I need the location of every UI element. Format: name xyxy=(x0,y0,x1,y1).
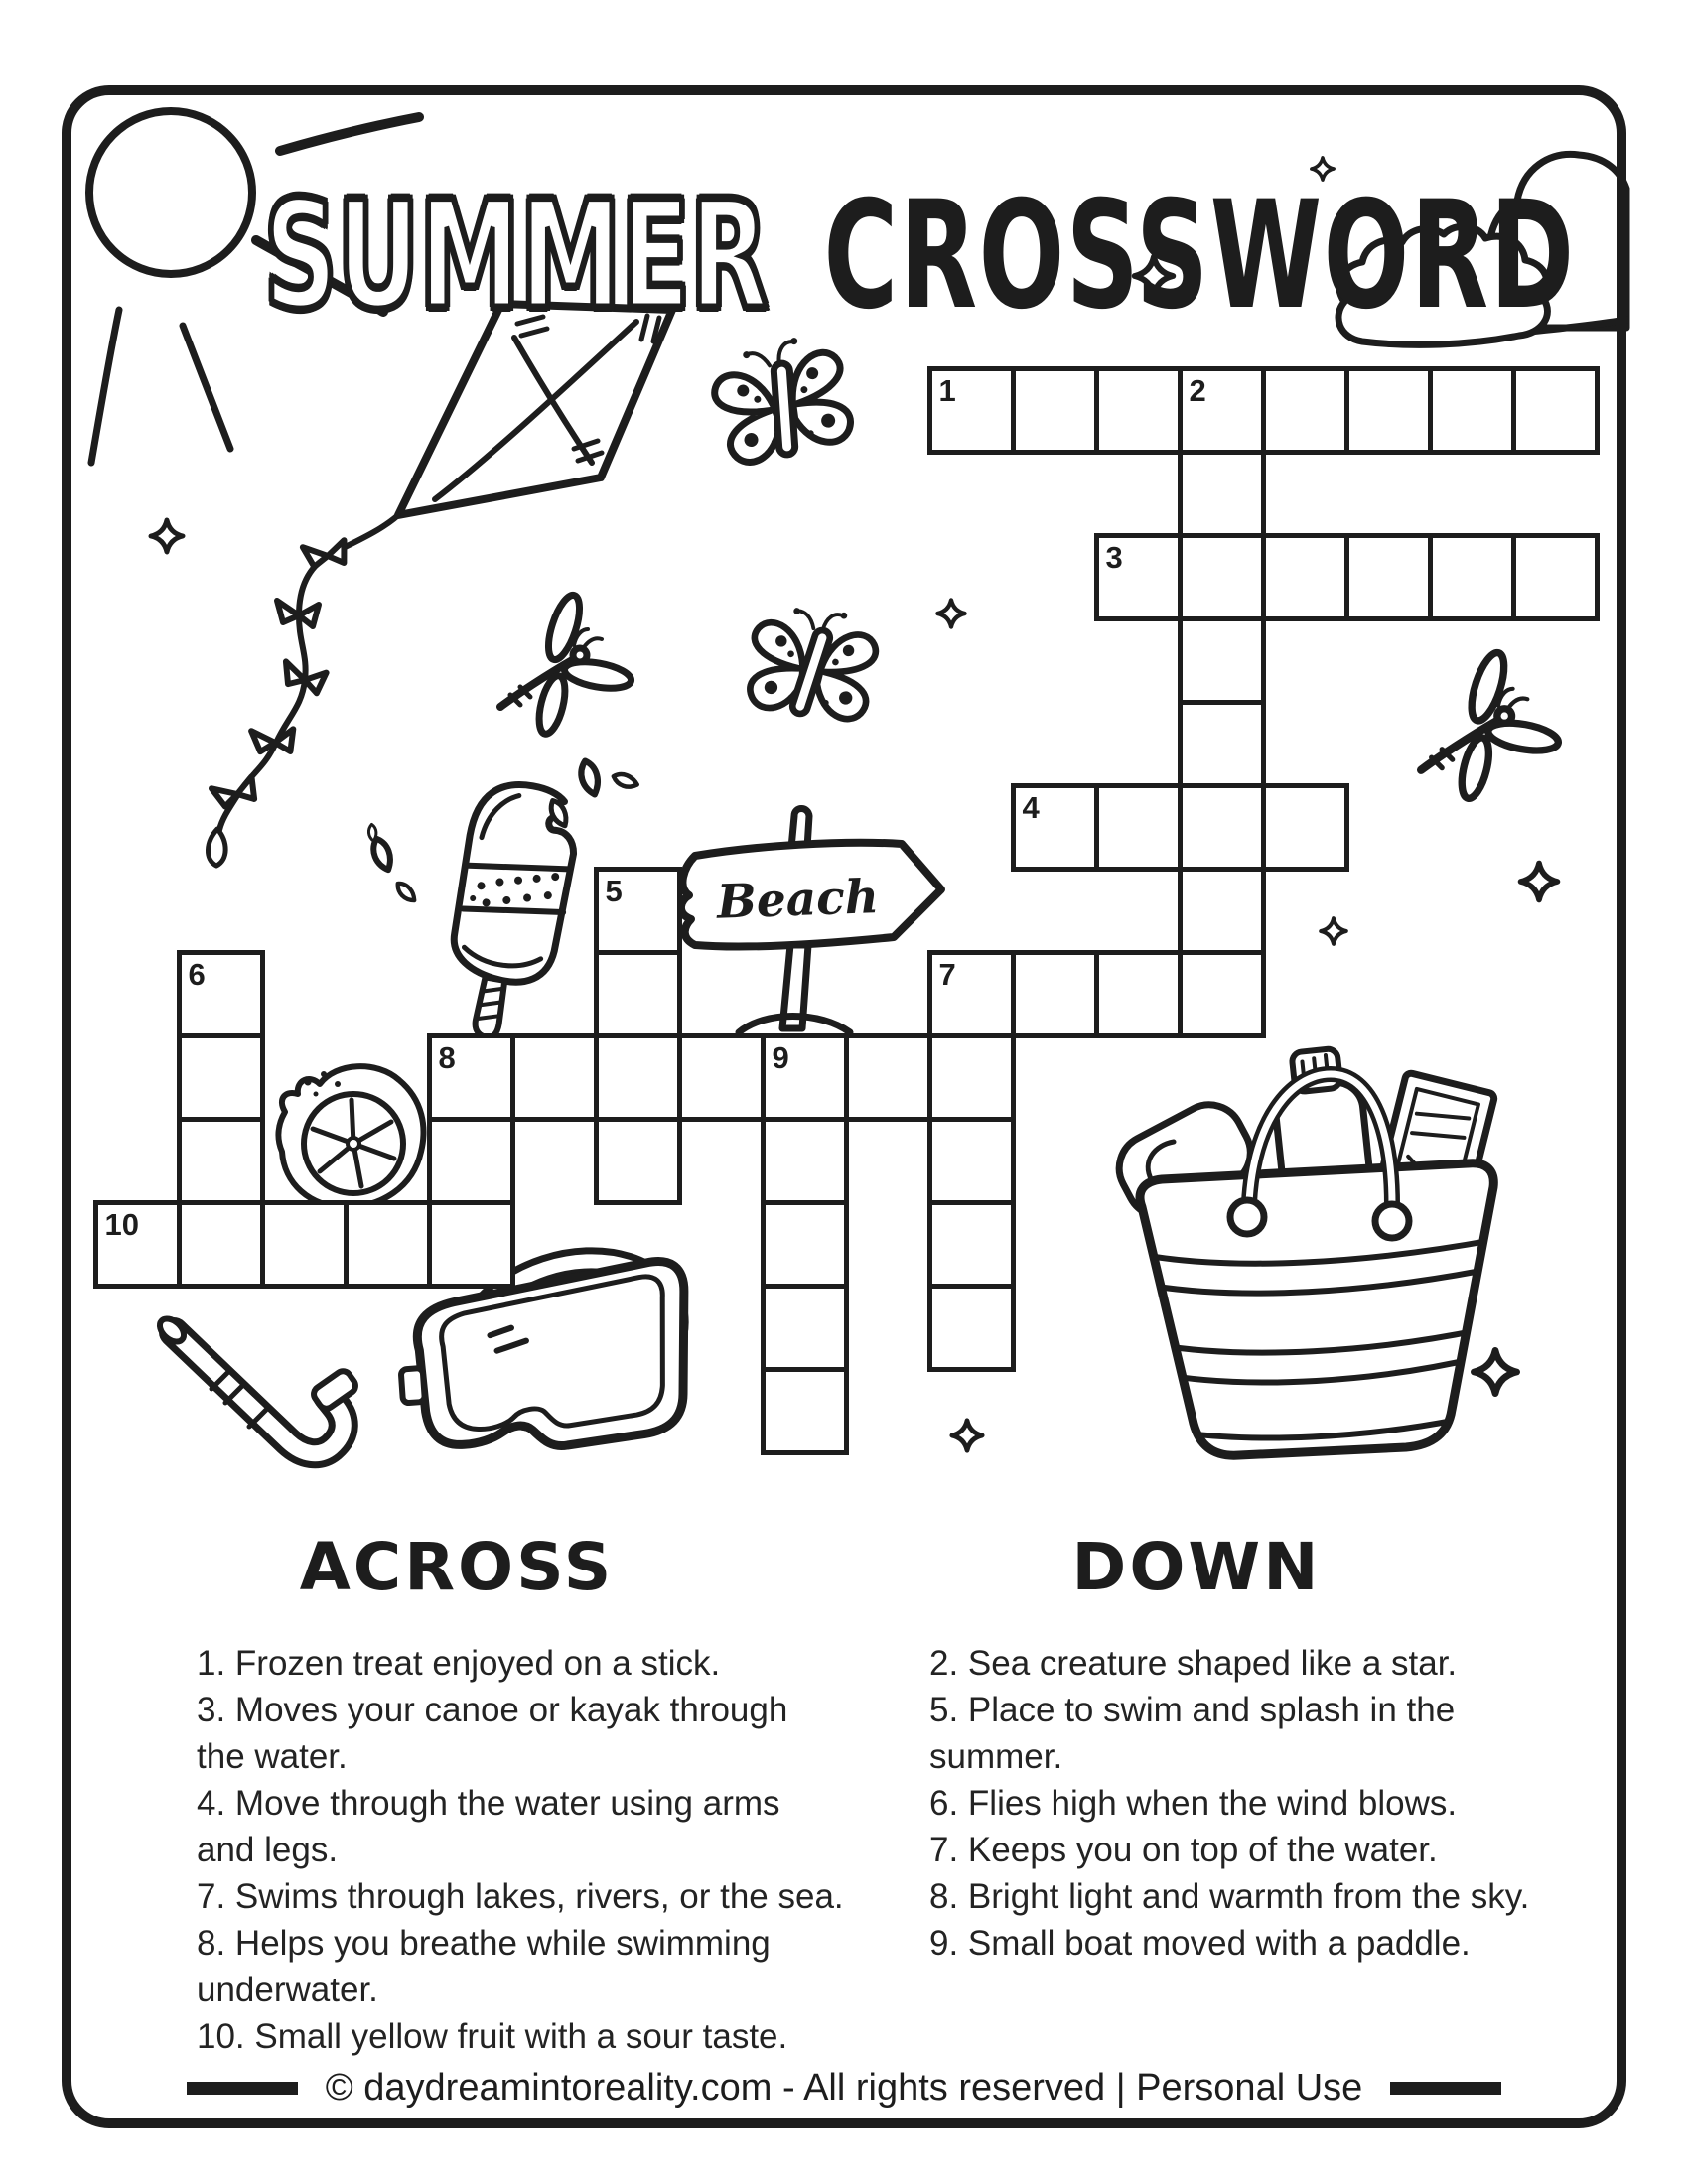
grid-cell[interactable] xyxy=(510,1033,599,1122)
clue-line: summer. xyxy=(929,1737,1063,1776)
clue-line: 3. Moves your canoe or kayak through xyxy=(197,1691,788,1729)
clue-line: 1. Frozen treat enjoyed on a stick. xyxy=(197,1644,721,1683)
grid-cell[interactable] xyxy=(1178,783,1266,872)
clue-line: 8. Bright light and warmth from the sky. xyxy=(929,1877,1530,1916)
footer xyxy=(0,2067,1688,2110)
cell-number: 8 xyxy=(438,1039,456,1075)
grid-cell[interactable] xyxy=(927,1033,1016,1122)
grid-cell[interactable] xyxy=(761,1284,849,1372)
clue-line: and legs. xyxy=(197,1831,339,1869)
grid-cell[interactable] xyxy=(177,1117,265,1205)
grid-cell[interactable] xyxy=(1011,366,1099,455)
grid-cell[interactable] xyxy=(594,1033,682,1122)
clue-item xyxy=(929,1920,1565,1967)
across-heading: ACROSS xyxy=(299,1529,615,1605)
grid-cell[interactable] xyxy=(1178,450,1266,538)
grid-cell[interactable] xyxy=(177,1200,265,1289)
grid-cell[interactable] xyxy=(1344,533,1433,621)
clue-item xyxy=(197,1687,852,1780)
page-title xyxy=(264,170,1576,342)
footer-dash-left xyxy=(187,2082,298,2095)
clue-line: 5. Place to swim and splash in the xyxy=(929,1691,1456,1729)
grid-cell[interactable] xyxy=(1344,366,1433,455)
grid-cell[interactable] xyxy=(177,950,265,1038)
grid-cell[interactable] xyxy=(927,1284,1016,1372)
grid-cell[interactable] xyxy=(927,1200,1016,1289)
grid-cell[interactable] xyxy=(844,1033,932,1122)
clue-line: 7. Swims through lakes, rivers, or the sea. xyxy=(197,1877,844,1916)
down-heading: DOWN xyxy=(1071,1529,1322,1605)
footer-dash-right xyxy=(1390,2082,1501,2095)
clue-item xyxy=(197,2013,852,2060)
grid-cell[interactable] xyxy=(93,1200,182,1289)
grid-cell[interactable] xyxy=(1011,783,1099,872)
clue-item xyxy=(929,1827,1565,1873)
grid-cell[interactable] xyxy=(761,1033,849,1122)
grid-cell[interactable] xyxy=(1178,533,1266,621)
grid-cell[interactable] xyxy=(1094,950,1183,1038)
clue-item xyxy=(929,1873,1565,1920)
cell-number: 5 xyxy=(605,873,623,908)
grid-cell[interactable] xyxy=(1178,867,1266,955)
grid-cell[interactable] xyxy=(177,1033,265,1122)
grid-cell[interactable] xyxy=(1511,533,1600,621)
grid-cell[interactable] xyxy=(594,867,682,955)
grid-cell[interactable] xyxy=(761,1117,849,1205)
footer-text: © daydreamintoreality.com - All rights reserved | Personal Use xyxy=(325,2067,1363,2109)
clue-line: 2. Sea creature shaped like a star. xyxy=(929,1644,1458,1683)
grid-cell[interactable] xyxy=(1094,533,1183,621)
grid-cell[interactable] xyxy=(677,1033,766,1122)
grid-cell[interactable] xyxy=(1261,533,1349,621)
grid-cell[interactable] xyxy=(1428,366,1516,455)
grid-cell[interactable] xyxy=(594,950,682,1038)
clue-item xyxy=(929,1780,1565,1827)
beach-sign-label: Beach xyxy=(716,870,880,930)
clue-item xyxy=(197,1873,852,1920)
clue-item xyxy=(197,1640,852,1687)
title-word-crossword: CROSSWORD xyxy=(823,170,1576,342)
cell-number: 9 xyxy=(772,1039,789,1075)
clue-line: 8. Helps you breathe while swimming xyxy=(197,1924,771,1963)
grid-cell[interactable] xyxy=(594,1117,682,1205)
grid-cell[interactable] xyxy=(1511,366,1600,455)
grid-cell[interactable] xyxy=(427,1117,515,1205)
cell-number: 10 xyxy=(104,1206,139,1242)
grid-cell[interactable] xyxy=(1178,616,1266,705)
grid-cell[interactable] xyxy=(761,1200,849,1289)
grid-cell[interactable] xyxy=(927,950,1016,1038)
grid-cell[interactable] xyxy=(927,1117,1016,1205)
cell-number: 7 xyxy=(938,956,956,992)
grid-cell[interactable] xyxy=(1428,533,1516,621)
title-word-summer: SUMMER xyxy=(264,170,769,342)
clue-item xyxy=(197,1780,852,1873)
cell-number: 1 xyxy=(938,372,956,408)
grid-cell[interactable] xyxy=(1094,366,1183,455)
cell-number: 2 xyxy=(1189,372,1206,408)
clue-line: 7. Keeps you on top of the water. xyxy=(929,1831,1438,1869)
clue-line: 4. Move through the water using arms xyxy=(197,1784,780,1823)
grid-cell[interactable] xyxy=(927,366,1016,455)
clue-line: the water. xyxy=(197,1737,348,1776)
clue-line: 6. Flies high when the wind blows. xyxy=(929,1784,1458,1823)
grid-cell[interactable] xyxy=(1178,950,1266,1038)
cell-number: 4 xyxy=(1022,789,1040,825)
grid-cell[interactable] xyxy=(761,1367,849,1455)
grid-cell[interactable] xyxy=(344,1200,432,1289)
clue-item xyxy=(929,1640,1565,1687)
clue-item xyxy=(929,1687,1565,1780)
grid-cell[interactable] xyxy=(1094,783,1183,872)
grid-cell[interactable] xyxy=(260,1200,349,1289)
grid-cell[interactable] xyxy=(1011,950,1099,1038)
clue-line: underwater. xyxy=(197,1971,378,2009)
clue-line: 9. Small boat moved with a paddle. xyxy=(929,1924,1471,1963)
grid-cell[interactable] xyxy=(1178,366,1266,455)
grid-cell[interactable] xyxy=(1261,366,1349,455)
clue-item xyxy=(197,1920,852,2013)
grid-cell[interactable] xyxy=(427,1200,515,1289)
cell-number: 3 xyxy=(1105,539,1123,575)
grid-cell[interactable] xyxy=(1178,700,1266,788)
across-clue-list xyxy=(197,1640,852,2060)
grid-cell[interactable] xyxy=(427,1033,515,1122)
cell-number: 6 xyxy=(188,956,206,992)
clue-line: 10. Small yellow fruit with a sour taste. xyxy=(197,2017,788,2056)
grid-cell[interactable] xyxy=(1261,783,1349,872)
down-clue-list xyxy=(929,1640,1565,1967)
